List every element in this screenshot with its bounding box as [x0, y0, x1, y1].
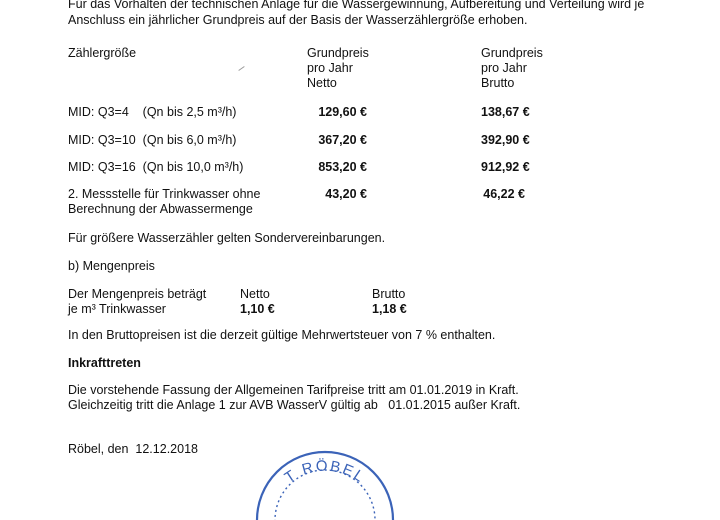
stamp-text: T RÖBEL: [281, 457, 369, 487]
inkrafttreten-line-2: Gleichzeitig tritt die Anlage 1 zur AVB WasserV gültig ab 01.01.2015 außer Kraft.: [68, 398, 521, 412]
table-cell-netto: 367,20 €: [318, 133, 367, 147]
sonder-note: Für größere Wasserzähler gelten Sondervereinbarungen.: [68, 231, 386, 245]
scan-mark: [238, 66, 244, 71]
table-row-label: MID: Q3=16 (Qn bis 10,0 m³/h): [68, 160, 244, 174]
svg-text:T RÖBEL: [282, 457, 369, 487]
table-cell-brutto: 138,67 €: [481, 105, 530, 119]
mengenpreis-netto-value: 1,10 €: [240, 302, 275, 316]
intro-line-1: Für das Vorhalten der technischen Anlage für die Wassergewinnung, Aufbereitung und Verteilung wird je: [68, 0, 645, 11]
mengenpreis-brutto-value: 1,18 €: [372, 302, 407, 316]
vat-note: In den Bruttopreisen ist die derzeit gültige Mehrwertsteuer von 7 % enthalten.: [68, 328, 496, 342]
table-header-brutto: Grundpreis pro Jahr Brutto: [481, 46, 543, 90]
intro-line-2: Anschluss ein jährlicher Grundpreis auf der Basis der Wasserzählergröße erhoben.: [68, 13, 528, 27]
mengenpreis-netto-label: Netto: [240, 287, 270, 301]
table-row-label: 2. Messstelle für Trinkwasser ohne Berechnung der Abwassermenge: [68, 187, 261, 216]
official-stamp: [250, 440, 400, 520]
mengenpreis-brutto-label: Brutto: [372, 287, 406, 301]
mengenpreis-label: Der Mengenpreis beträgt je m³ Trinkwasser: [68, 287, 207, 316]
table-header-netto: Grundpreis pro Jahr Netto: [307, 46, 369, 90]
mengenpreis-heading: b) Mengenpreis: [68, 259, 155, 273]
inkrafttreten-line-1: Die vorstehende Fassung der Allgemeinen Tarifpreise tritt am 01.01.2019 in Kraft.: [68, 383, 519, 397]
table-cell-brutto: 46,22 €: [483, 187, 525, 201]
table-row-label: MID: Q3=4 (Qn bis 2,5 m³/h): [68, 105, 237, 119]
table-cell-netto: 853,20 €: [318, 160, 367, 174]
table-cell-brutto: 392,90 €: [481, 133, 530, 147]
inkrafttreten-heading: Inkrafttreten: [68, 356, 141, 370]
table-header-size: Zählergröße: [68, 46, 137, 60]
table-cell-netto: 129,60 €: [318, 105, 367, 119]
table-cell-netto: 43,20 €: [325, 187, 367, 201]
place-date: Röbel, den 12.12.2018: [68, 442, 198, 456]
table-cell-brutto: 912,92 €: [481, 160, 530, 174]
table-row-label: MID: Q3=10 (Qn bis 6,0 m³/h): [68, 133, 237, 147]
